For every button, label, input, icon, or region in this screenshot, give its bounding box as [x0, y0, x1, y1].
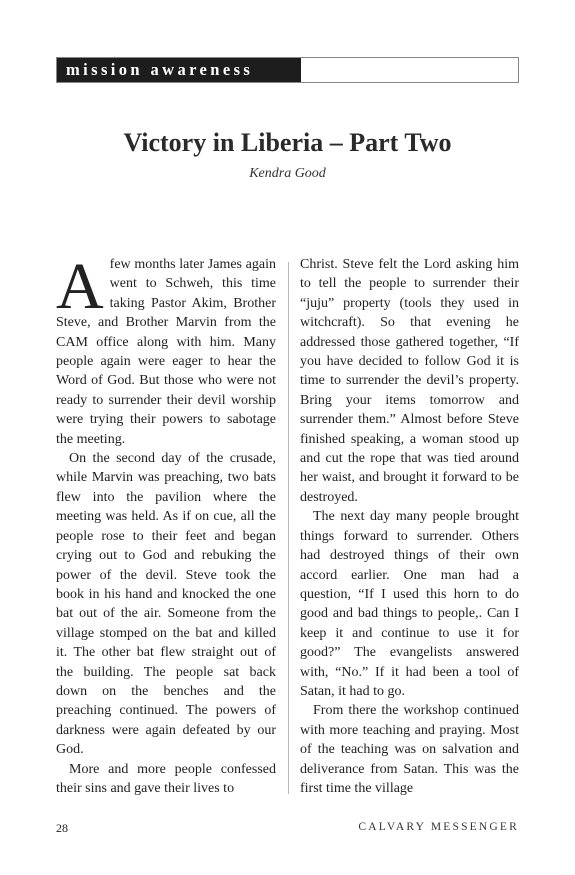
- article-author: Kendra Good: [249, 166, 326, 181]
- paragraph: From there the workshop continued with more teaching and praying. Most of the teaching was on salvation and deliverance from Satan. This was the first time the village: [300, 703, 519, 796]
- section-banner: [56, 57, 519, 83]
- paragraph: Christ. Steve felt the Lord asking him to tell the people to surrender their “juju” property (tools they used in witchcraft). So that evening he addressed those gathered together, “If you have decided to follow God it is time to surrender the devil’s property. Bring your items tomorrow and surrender them.” Almost before Steve finished speaking, a woman stood up and cut the rope that was tied around her waist, and brought it forward to be destroyed.: [300, 257, 519, 505]
- paragraph: The next day many people brought things forward to surrender. Others had destroyed things of their own accord earlier. One man had a question, “If I used this horn to do good and bad things to people,. Can I keep it and continue to use it for good?” The evangelists answered with, “No.” If it had been a tool of Satan, it had to go.: [300, 509, 519, 699]
- drop-cap: A: [56, 250, 104, 323]
- paragraph: On the second day of the crusade, while Marvin was preaching, two bats flew into the pavilion where the meeting was held. As if on cue, all the people rose to their feet and began crying out to God and rebuking the power of the devil. Steve took the book in his hand and knocked the one bat out of the air. Someone from the village stomped on the bat and killed it. The other bat flew straight out of the building. The people sat back down on the benches and the preaching continued. The powers of darkness were again defeated by our God.: [56, 451, 276, 758]
- left-column: [56, 250, 276, 798]
- page-number: 28: [56, 821, 68, 835]
- section-banner-label: mission awareness: [66, 60, 254, 79]
- article-title: Victory in Liberia – Part Two: [123, 128, 452, 157]
- magazine-name: CALVARY MESSENGER: [358, 821, 519, 833]
- paragraph-text: few months later James again went to Schweh, this time taking Pastor Akim, Brother Steve, and Brother Marvin from the CAM office along with him. Many people again were eager to hear the Word of God. But those who were not ready to surrender their devil worship were trying their powers to sabotage the meeting.: [56, 257, 276, 447]
- paragraph: More and more people confessed their sins and gave their lives to: [56, 761, 276, 796]
- paragraph: [56, 250, 276, 449]
- right-column: [300, 255, 519, 798]
- column-divider: [288, 262, 289, 794]
